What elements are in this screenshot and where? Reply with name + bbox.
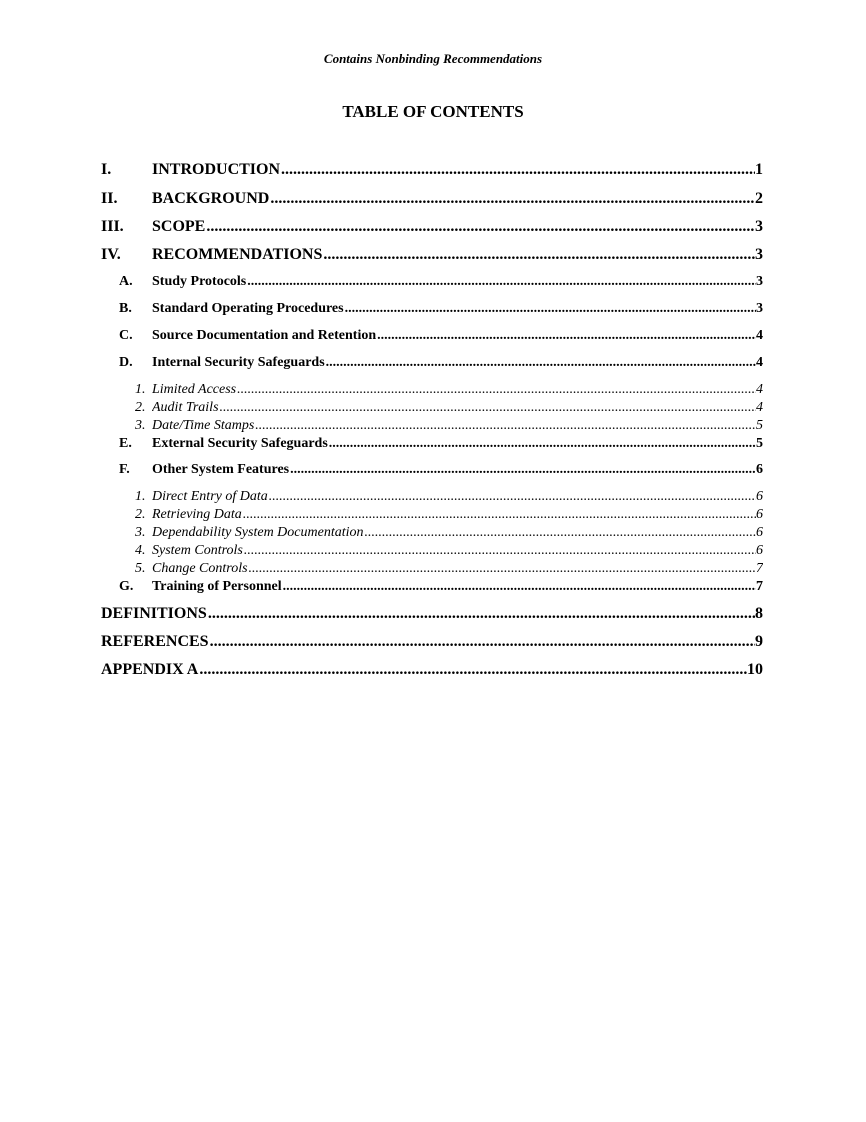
toc-entry-title: Standard Operating Procedures [152,302,344,316]
toc-entry-title: DEFINITIONS [101,606,207,622]
dot-leader [364,526,756,540]
toc-entry-number: II. [101,190,118,207]
toc-entry-page: 4 [756,356,763,370]
toc-entry-number: 4. [135,543,146,558]
toc-entry-title: Change Controls [152,562,248,576]
dot-leader [269,191,755,207]
toc-entry-title: Limited Access [152,383,237,397]
toc-entry-title: INTRODUCTION [152,162,281,178]
toc-entry-page: 2 [755,191,763,207]
toc-entry-number: A. [119,274,133,289]
toc-title: TABLE OF CONTENTS [342,102,524,121]
toc-entry-page: 9 [755,634,763,650]
toc-entry-title: Internal Security Safeguards [152,356,325,370]
toc-entry-title: Date/Time Stamps [152,419,255,433]
dot-leader [280,162,755,178]
toc-entry-title: RECOMMENDATIONS [152,247,323,263]
toc-entry-title: Dependability System Documentation [152,526,364,540]
dot-leader [198,662,747,678]
toc-entry-page: 5 [756,437,763,451]
dot-leader [282,580,756,594]
dot-leader [246,275,756,289]
toc-entry-number: 2. [135,400,146,415]
toc-entry-number: 3. [135,418,146,433]
running-header: Contains Nonbinding Recommendations [323,51,543,66]
toc-entry-page: 3 [755,219,763,235]
dot-leader [236,383,756,397]
dot-leader [376,329,756,343]
toc-entry-number: 2. [135,507,146,522]
dot-leader [248,562,756,576]
toc-entry-title: Other System Features [152,463,290,477]
toc-entry-number: G. [119,579,134,594]
toc-entry-page: 10 [747,662,763,678]
toc-entry-number: 3. [135,525,146,540]
toc-entry-number: C. [119,328,133,343]
toc-entry-title: External Security Safeguards [152,437,328,451]
dot-leader [207,606,755,622]
toc-entry-page: 3 [756,275,763,289]
toc-entry-page: 8 [755,606,763,622]
toc-entry-title: BACKGROUND [152,191,270,207]
toc-entry-number: B. [119,301,132,316]
toc-entry-number: 5. [135,561,146,576]
toc-entry-title: Training of Personnel [152,580,282,594]
dot-leader [328,437,756,451]
toc-entry-page: 5 [756,419,763,433]
toc-entry-number: D. [119,355,133,370]
toc-entry-title: Audit Trails [152,401,219,415]
toc-entry-title: REFERENCES [101,634,209,650]
toc-entry-page: 7 [756,562,763,576]
toc-entry-page: 4 [756,329,763,343]
toc-entry-page: 3 [756,302,763,316]
toc-entry-title: Source Documentation and Retention [152,329,377,343]
toc-entry-title: APPENDIX A [101,662,199,678]
toc-entry-page: 6 [756,508,763,522]
toc-entry-title: Study Protocols [152,275,247,289]
toc-entry-page: 3 [755,247,763,263]
toc-entry-page: 4 [756,383,763,397]
toc-entry-number: I. [101,161,112,178]
dot-leader [325,356,756,370]
dot-leader [344,302,756,316]
toc-entry-page: 6 [756,490,763,504]
toc-entry-number: 1. [135,489,146,504]
dot-leader [243,544,756,558]
dot-leader [209,634,755,650]
toc-entry-title: SCOPE [152,219,206,235]
toc-entry-page: 7 [756,580,763,594]
dot-leader [205,219,755,235]
toc-entry-page: 6 [756,463,763,477]
toc-entry-page: 4 [756,401,763,415]
toc-entry-title: System Controls [152,544,243,558]
dot-leader [268,490,756,504]
toc-entry-page: 6 [756,526,763,540]
dot-leader [254,419,756,433]
toc-entry-page: 6 [756,544,763,558]
toc-entry-number: 1. [135,382,146,397]
toc-entry-title: Retrieving Data [152,508,242,522]
toc-entry-number: F. [119,462,130,477]
dot-leader [219,401,756,415]
dot-leader [242,508,756,522]
toc-entry-number: IV. [101,246,121,263]
toc-entry-title: Direct Entry of Data [152,490,268,504]
dot-leader [289,463,756,477]
toc-entry-page: 1 [755,162,763,178]
toc-entry-number: E. [119,436,132,451]
dot-leader [322,247,755,263]
toc-entry-number: III. [101,218,124,235]
